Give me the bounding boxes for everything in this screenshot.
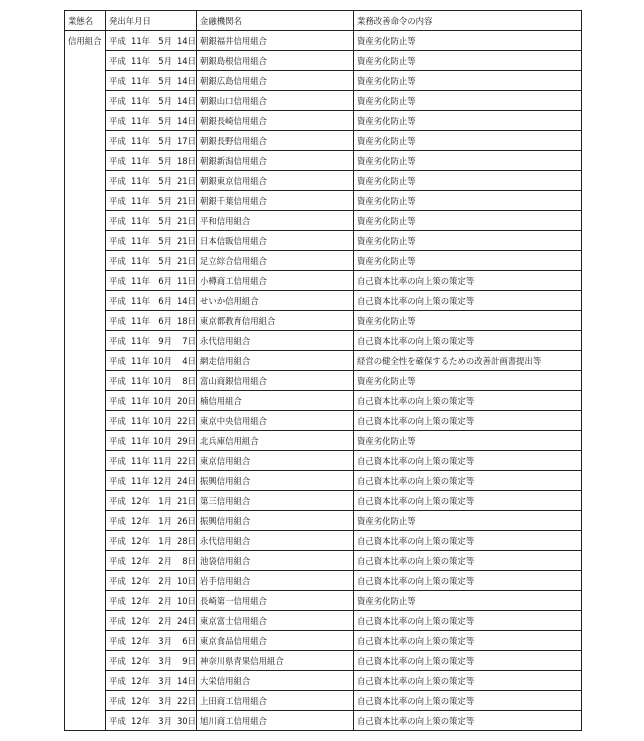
date-year: 11年 — [131, 375, 151, 386]
order-content-cell: 資産劣化防止等 — [354, 111, 582, 131]
date-year: 11年 — [131, 195, 151, 206]
institution-cell: 永代信用組合 — [197, 531, 354, 551]
table-row — [65, 571, 582, 591]
date-month: 10月 — [152, 375, 172, 386]
table-row — [65, 551, 582, 571]
date-day: 18日 — [176, 315, 196, 326]
date-year: 11年 — [131, 155, 151, 166]
date-year: 11年 — [131, 295, 151, 306]
date-year: 12年 — [131, 715, 151, 726]
date-month: 10月 — [152, 415, 172, 426]
date-month: 5月 — [158, 235, 172, 246]
issue-date-cell — [106, 651, 197, 671]
date-month: 5月 — [158, 195, 172, 206]
date-era: 平成 — [109, 235, 126, 246]
issue-date-cell — [106, 71, 197, 91]
date-year: 11年 — [131, 215, 151, 226]
date-era: 平成 — [109, 55, 126, 66]
date-day: 30日 — [176, 715, 196, 726]
issue-date-cell — [106, 251, 197, 271]
table-row — [65, 491, 582, 511]
order-content-cell: 自己資本比率の向上策の策定等 — [354, 691, 582, 711]
institution-cell: 振興信用組合 — [197, 471, 354, 491]
date-month: 9月 — [158, 335, 172, 346]
institution-cell: 上田商工信用組合 — [197, 691, 354, 711]
institution-cell: 東京富士信用組合 — [197, 611, 354, 631]
date-era: 平成 — [109, 395, 126, 406]
issue-date-cell — [106, 331, 197, 351]
issue-date-cell — [106, 51, 197, 71]
date-year: 11年 — [131, 455, 151, 466]
date-era: 平成 — [109, 255, 126, 266]
issue-date-cell — [106, 291, 197, 311]
issue-date-cell — [106, 431, 197, 451]
issue-date-cell — [106, 571, 197, 591]
date-year: 11年 — [131, 395, 151, 406]
date-month: 1月 — [158, 495, 172, 506]
order-content-cell: 資産劣化防止等 — [354, 31, 582, 51]
date-era: 平成 — [109, 335, 126, 346]
date-year: 12年 — [131, 495, 151, 506]
institution-cell: 東京信用組合 — [197, 451, 354, 471]
date-year: 11年 — [131, 175, 151, 186]
header-issue-date: 発出年月日 — [106, 11, 197, 31]
issue-date-cell — [106, 31, 197, 51]
order-content-cell: 自己資本比率の向上策の策定等 — [354, 451, 582, 471]
order-content-cell: 経営の健全性を確保するための改善計画書提出等 — [354, 351, 582, 371]
date-month: 2月 — [158, 555, 172, 566]
institution-cell: 東京中央信用組合 — [197, 411, 354, 431]
institution-cell: 富山商銀信用組合 — [197, 371, 354, 391]
issue-date-cell — [106, 551, 197, 571]
order-content-cell: 資産劣化防止等 — [354, 431, 582, 451]
date-year: 11年 — [131, 315, 151, 326]
date-era: 平成 — [109, 295, 126, 306]
institution-cell: 東京都教育信用組合 — [197, 311, 354, 331]
date-year: 12年 — [131, 695, 151, 706]
header-row — [65, 11, 582, 31]
date-day: 20日 — [176, 395, 196, 406]
date-era: 平成 — [109, 615, 126, 626]
date-day: 21日 — [176, 495, 196, 506]
date-month: 6月 — [158, 275, 172, 286]
date-era: 平成 — [109, 315, 126, 326]
table-row — [65, 591, 582, 611]
order-content-cell: 自己資本比率の向上策の策定等 — [354, 671, 582, 691]
table-row — [65, 351, 582, 371]
date-era: 平成 — [109, 35, 126, 46]
date-day: 14日 — [176, 675, 196, 686]
header-order-content: 業務改善命令の内容 — [354, 11, 582, 31]
table-row — [65, 531, 582, 551]
table-row — [65, 311, 582, 331]
date-month: 2月 — [158, 595, 172, 606]
institution-cell: 長崎第一信用組合 — [197, 591, 354, 611]
date-day: 22日 — [176, 455, 196, 466]
table-row — [65, 691, 582, 711]
table-row — [65, 271, 582, 291]
institution-cell: 第三信用組合 — [197, 491, 354, 511]
date-year: 12年 — [131, 675, 151, 686]
date-day: 28日 — [176, 535, 196, 546]
table-row — [65, 611, 582, 631]
date-day: 21日 — [176, 235, 196, 246]
date-day: 8日 — [182, 375, 196, 386]
date-day: 21日 — [176, 195, 196, 206]
table-row — [65, 371, 582, 391]
date-year: 11年 — [131, 335, 151, 346]
date-month: 5月 — [158, 35, 172, 46]
order-content-cell: 資産劣化防止等 — [354, 191, 582, 211]
date-day: 7日 — [182, 335, 196, 346]
date-era: 平成 — [109, 715, 126, 726]
date-era: 平成 — [109, 135, 126, 146]
issue-date-cell — [106, 211, 197, 231]
date-day: 14日 — [176, 55, 196, 66]
table-row — [65, 291, 582, 311]
table-row — [65, 191, 582, 211]
order-content-cell: 自己資本比率の向上策の策定等 — [354, 611, 582, 631]
institution-cell: 朝銀山口信用組合 — [197, 91, 354, 111]
order-content-cell: 自己資本比率の向上策の策定等 — [354, 391, 582, 411]
date-year: 11年 — [131, 275, 151, 286]
table-row — [65, 71, 582, 91]
date-day: 24日 — [176, 615, 196, 626]
issue-date-cell — [106, 191, 197, 211]
issue-date-cell — [106, 351, 197, 371]
table-row — [65, 91, 582, 111]
order-content-cell: 自己資本比率の向上策の策定等 — [354, 631, 582, 651]
date-day: 26日 — [176, 515, 196, 526]
date-era: 平成 — [109, 595, 126, 606]
date-month: 10月 — [152, 435, 172, 446]
date-era: 平成 — [109, 695, 126, 706]
issue-date-cell — [106, 611, 197, 631]
date-day: 11日 — [176, 275, 196, 286]
issue-date-cell — [106, 131, 197, 151]
date-era: 平成 — [109, 495, 126, 506]
date-year: 11年 — [131, 55, 151, 66]
order-content-cell: 自己資本比率の向上策の策定等 — [354, 651, 582, 671]
date-year: 12年 — [131, 595, 151, 606]
order-content-cell: 自己資本比率の向上策の策定等 — [354, 331, 582, 351]
date-month: 1月 — [158, 515, 172, 526]
date-day: 14日 — [176, 295, 196, 306]
order-content-cell: 資産劣化防止等 — [354, 231, 582, 251]
date-day: 14日 — [176, 95, 196, 106]
date-year: 12年 — [131, 655, 151, 666]
issue-date-cell — [106, 511, 197, 531]
institution-cell: 振興信用組合 — [197, 511, 354, 531]
date-year: 12年 — [131, 515, 151, 526]
table-row — [65, 471, 582, 491]
order-content-cell: 自己資本比率の向上策の策定等 — [354, 411, 582, 431]
table-row — [65, 511, 582, 531]
table-row — [65, 431, 582, 451]
order-content-cell: 自己資本比率の向上策の策定等 — [354, 291, 582, 311]
institution-cell: 池袋信用組合 — [197, 551, 354, 571]
date-month: 3月 — [158, 635, 172, 646]
date-era: 平成 — [109, 375, 126, 386]
table-row — [65, 171, 582, 191]
date-day: 29日 — [176, 435, 196, 446]
table-row — [65, 231, 582, 251]
date-month: 11月 — [152, 455, 172, 466]
date-month: 5月 — [158, 115, 172, 126]
issue-date-cell — [106, 631, 197, 651]
order-content-cell: 自己資本比率の向上策の策定等 — [354, 271, 582, 291]
table-row — [65, 411, 582, 431]
date-day: 8日 — [182, 555, 196, 566]
date-month: 3月 — [158, 715, 172, 726]
table-row — [65, 651, 582, 671]
date-month: 3月 — [158, 675, 172, 686]
date-year: 12年 — [131, 615, 151, 626]
order-content-cell: 自己資本比率の向上策の策定等 — [354, 571, 582, 591]
date-era: 平成 — [109, 655, 126, 666]
business-improvement-orders-table — [64, 10, 582, 731]
order-content-cell: 資産劣化防止等 — [354, 251, 582, 271]
date-day: 10日 — [176, 575, 196, 586]
order-content-cell: 自己資本比率の向上策の策定等 — [354, 491, 582, 511]
issue-date-cell — [106, 111, 197, 131]
date-year: 11年 — [131, 35, 151, 46]
institution-cell: 網走信用組合 — [197, 351, 354, 371]
date-era: 平成 — [109, 535, 126, 546]
header-business-type: 業態名 — [65, 11, 106, 31]
table-body — [65, 31, 582, 731]
date-day: 22日 — [176, 415, 196, 426]
date-day: 21日 — [176, 215, 196, 226]
table-row — [65, 51, 582, 71]
order-content-cell: 自己資本比率の向上策の策定等 — [354, 551, 582, 571]
date-year: 11年 — [131, 135, 151, 146]
date-year: 12年 — [131, 535, 151, 546]
institution-cell: 朝銀長崎信用組合 — [197, 111, 354, 131]
date-era: 平成 — [109, 415, 126, 426]
issue-date-cell — [106, 531, 197, 551]
order-content-cell: 資産劣化防止等 — [354, 71, 582, 91]
date-year: 11年 — [131, 95, 151, 106]
date-era: 平成 — [109, 115, 126, 126]
issue-date-cell — [106, 491, 197, 511]
date-month: 5月 — [158, 155, 172, 166]
date-day: 21日 — [176, 255, 196, 266]
date-era: 平成 — [109, 455, 126, 466]
table-row — [65, 671, 582, 691]
date-month: 5月 — [158, 255, 172, 266]
table-row — [65, 391, 582, 411]
date-era: 平成 — [109, 75, 126, 86]
issue-date-cell — [106, 711, 197, 731]
table-row — [65, 711, 582, 731]
date-era: 平成 — [109, 355, 126, 366]
date-year: 11年 — [131, 435, 151, 446]
date-month: 5月 — [158, 215, 172, 226]
issue-date-cell — [106, 171, 197, 191]
issue-date-cell — [106, 91, 197, 111]
table-row — [65, 331, 582, 351]
date-year: 11年 — [131, 255, 151, 266]
institution-cell: 日本信販信用組合 — [197, 231, 354, 251]
header-institution: 金融機関名 — [197, 11, 354, 31]
date-era: 平成 — [109, 215, 126, 226]
date-era: 平成 — [109, 155, 126, 166]
table-row — [65, 151, 582, 171]
order-content-cell: 自己資本比率の向上策の策定等 — [354, 531, 582, 551]
date-era: 平成 — [109, 575, 126, 586]
date-era: 平成 — [109, 555, 126, 566]
date-era: 平成 — [109, 435, 126, 446]
date-day: 4日 — [182, 355, 196, 366]
issue-date-cell — [106, 411, 197, 431]
date-month: 12月 — [152, 475, 172, 486]
table-row — [65, 251, 582, 271]
date-day: 17日 — [176, 135, 196, 146]
date-day: 9日 — [182, 655, 196, 666]
date-month: 6月 — [158, 315, 172, 326]
institution-cell: 平和信用組合 — [197, 211, 354, 231]
institution-cell: 小樽商工信用組合 — [197, 271, 354, 291]
date-day: 22日 — [176, 695, 196, 706]
date-month: 5月 — [158, 95, 172, 106]
date-month: 3月 — [158, 655, 172, 666]
date-year: 11年 — [131, 75, 151, 86]
date-day: 10日 — [176, 595, 196, 606]
date-day: 21日 — [176, 175, 196, 186]
institution-cell: 朝銀千葉信用組合 — [197, 191, 354, 211]
date-year: 11年 — [131, 475, 151, 486]
date-month: 5月 — [158, 75, 172, 86]
date-era: 平成 — [109, 515, 126, 526]
date-month: 5月 — [158, 135, 172, 146]
date-month: 5月 — [158, 175, 172, 186]
date-month: 10月 — [152, 355, 172, 366]
date-month: 2月 — [158, 575, 172, 586]
date-day: 14日 — [176, 35, 196, 46]
date-day: 6日 — [182, 635, 196, 646]
issue-date-cell — [106, 471, 197, 491]
issue-date-cell — [106, 451, 197, 471]
institution-cell: 楠信用組合 — [197, 391, 354, 411]
order-content-cell: 資産劣化防止等 — [354, 371, 582, 391]
date-year: 11年 — [131, 415, 151, 426]
date-month: 5月 — [158, 55, 172, 66]
order-content-cell: 資産劣化防止等 — [354, 171, 582, 191]
date-month: 6月 — [158, 295, 172, 306]
issue-date-cell — [106, 391, 197, 411]
issue-date-cell — [106, 271, 197, 291]
issue-date-cell — [106, 671, 197, 691]
issue-date-cell — [106, 231, 197, 251]
institution-cell: 朝銀島根信用組合 — [197, 51, 354, 71]
issue-date-cell — [106, 591, 197, 611]
order-content-cell: 資産劣化防止等 — [354, 131, 582, 151]
institution-cell: 永代信用組合 — [197, 331, 354, 351]
order-content-cell: 資産劣化防止等 — [354, 311, 582, 331]
table-row — [65, 451, 582, 471]
date-day: 14日 — [176, 115, 196, 126]
date-year: 12年 — [131, 575, 151, 586]
date-year: 11年 — [131, 115, 151, 126]
date-era: 平成 — [109, 275, 126, 286]
table-row — [65, 211, 582, 231]
date-era: 平成 — [109, 195, 126, 206]
date-era: 平成 — [109, 635, 126, 646]
institution-cell: せいか信用組合 — [197, 291, 354, 311]
order-content-cell: 資産劣化防止等 — [354, 151, 582, 171]
date-year: 12年 — [131, 635, 151, 646]
institution-cell: 朝銀東京信用組合 — [197, 171, 354, 191]
date-month: 10月 — [152, 395, 172, 406]
date-day: 24日 — [176, 475, 196, 486]
date-year: 12年 — [131, 555, 151, 566]
order-content-cell: 自己資本比率の向上策の策定等 — [354, 711, 582, 731]
institution-cell: 朝銀広島信用組合 — [197, 71, 354, 91]
issue-date-cell — [106, 371, 197, 391]
institution-cell: 足立綜合信用組合 — [197, 251, 354, 271]
institution-cell: 旭川商工信用組合 — [197, 711, 354, 731]
issue-date-cell — [106, 691, 197, 711]
order-content-cell: 資産劣化防止等 — [354, 591, 582, 611]
institution-cell: 岩手信用組合 — [197, 571, 354, 591]
order-content-cell: 資産劣化防止等 — [354, 51, 582, 71]
table-row — [65, 631, 582, 651]
table-row — [65, 31, 582, 51]
order-content-cell: 自己資本比率の向上策の策定等 — [354, 471, 582, 491]
table-row — [65, 111, 582, 131]
order-content-cell: 資産劣化防止等 — [354, 211, 582, 231]
institution-cell: 朝銀福井信用組合 — [197, 31, 354, 51]
issue-date-cell — [106, 311, 197, 331]
table-row — [65, 131, 582, 151]
date-era: 平成 — [109, 475, 126, 486]
institution-cell: 大栄信用組合 — [197, 671, 354, 691]
date-era: 平成 — [109, 95, 126, 106]
institution-cell: 神奈川県青果信用組合 — [197, 651, 354, 671]
order-content-cell: 資産劣化防止等 — [354, 511, 582, 531]
institution-cell: 朝銀長野信用組合 — [197, 131, 354, 151]
issue-date-cell — [106, 151, 197, 171]
date-month: 3月 — [158, 695, 172, 706]
date-month: 1月 — [158, 535, 172, 546]
institution-cell: 朝銀新潟信用組合 — [197, 151, 354, 171]
order-content-cell: 資産劣化防止等 — [354, 91, 582, 111]
date-day: 18日 — [176, 155, 196, 166]
date-day: 14日 — [176, 75, 196, 86]
date-month: 2月 — [158, 615, 172, 626]
date-year: 11年 — [131, 355, 151, 366]
institution-cell: 東京食品信用組合 — [197, 631, 354, 651]
institution-cell: 北兵庫信用組合 — [197, 431, 354, 451]
date-era: 平成 — [109, 175, 126, 186]
date-year: 11年 — [131, 235, 151, 246]
date-era: 平成 — [109, 675, 126, 686]
business-type-cell: 信用組合 — [65, 31, 106, 731]
